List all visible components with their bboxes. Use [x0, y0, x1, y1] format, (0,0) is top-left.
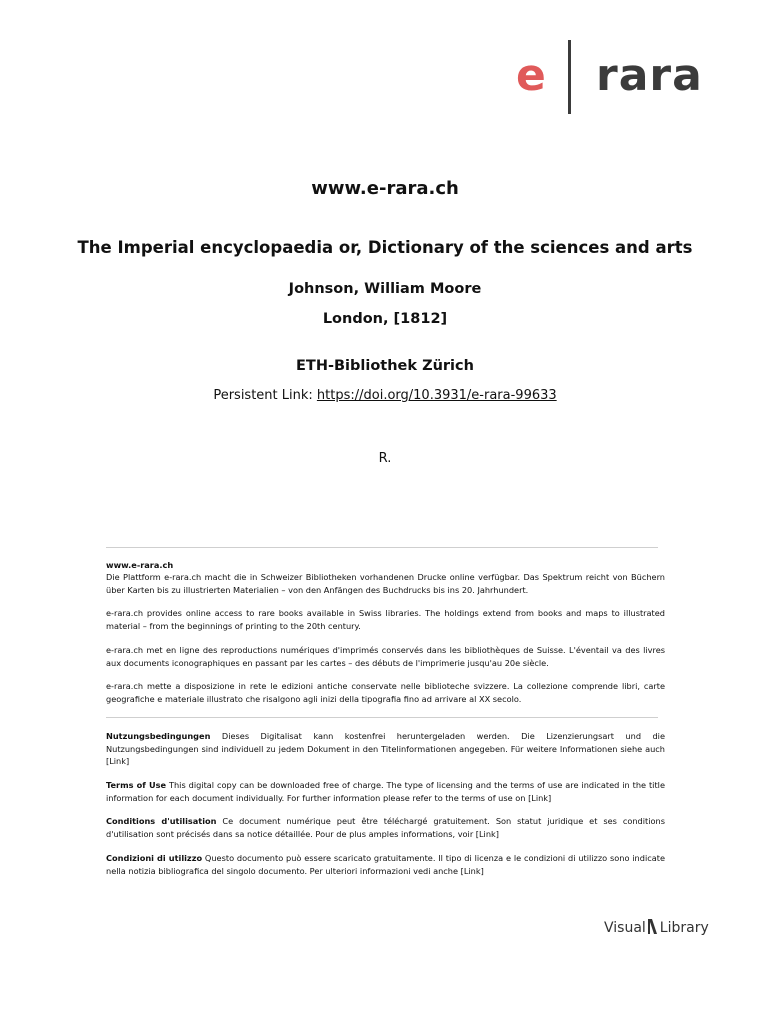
- terms-fr-text: Ce document numérique peut être téléchargé gratuitement. Son statut juridique et ses conditions d'utilisation sont précisés dans sa notice détaillée. Pour de plus amples informations, voir [Link]: [106, 816, 665, 839]
- divider: [106, 547, 658, 548]
- terms-it-label: Condizioni di utilizzo: [106, 853, 203, 863]
- visual-library-logo: [604, 919, 709, 941]
- logo-rara: rara: [596, 50, 703, 101]
- visual-library-left: Visual: [604, 920, 646, 936]
- terms-it-text: Questo documento può essere scaricato gratuitamente. Il tipo di licenza e le condizioni di utilizzo sono indicate nella notizia bibliografica del singolo documento. Per ulteriori informazioni vedi anche [Link]: [106, 853, 665, 876]
- about-site-url: www.e-rara.ch: [106, 560, 174, 570]
- terms-de-label: Nutzungsbedingungen: [106, 731, 211, 741]
- about-it: [106, 680, 665, 705]
- visual-library-right: Library: [659, 920, 709, 936]
- logo-e: e: [516, 50, 546, 101]
- about-fr-text: e-rara.ch met en ligne des reproductions numériques d'imprimés conservés dans les bibliothèques de Suisse. L'éventail va des livres aux documents iconographiques en passant par les cartes – des débuts de l'imprimerie jusqu'au 20e siècle.: [106, 645, 665, 668]
- about-en: [106, 607, 665, 632]
- site-url: www.e-rara.ch: [311, 178, 459, 199]
- terms-de-text: Dieses Digitalisat kann kostenfrei heruntergeladen werden. Die Lizenzierungsart und die Nutzungsbedingungen sind individuell zu jedem Dokument in den Titelinformationen angegeben. Für weitere Informationen siehe auch [Link]: [106, 731, 665, 766]
- terms-it: [106, 852, 665, 877]
- persistent-link[interactable]: https://doi.org/10.3931/e-rara-99633: [316, 388, 557, 403]
- terms-en-text: This digital copy can be downloaded free of charge. The type of licensing and the terms of use are indicated in the title information for each document individually. For further information please refer to the terms of use on [Link]: [106, 780, 665, 803]
- about-site: [106, 559, 665, 572]
- about-en-text: e-rara.ch provides online access to rare books available in Swiss libraries. The holdings extend from books and maps to illustrated material – from the beginnings of printing to the 20th century.: [106, 608, 665, 631]
- author: Johnson, William Moore: [288, 281, 482, 297]
- persistent-link-line: [0, 388, 770, 403]
- about-de: [106, 571, 665, 596]
- about-it-text: e-rara.ch mette a disposizione in rete le edizioni antiche conservate nelle biblioteche svizzere. La collezione comprende libri, carte geografiche e materiale illustrato che risalgono agli inizi della tipografia fino ad arrivare al XX secolo.: [106, 681, 665, 704]
- terms-en: [106, 779, 665, 804]
- about-de-text: Die Plattform e-rara.ch macht die in Schweizer Bibliotheken vorhandenen Drucke online verfügbar. Das Spektrum reicht von Büchern über Karten bis zu illustrierten Materialien – von den Anfängen des Buchdrucks bis ins 20. Jahrhundert.: [106, 572, 665, 595]
- shelfmark: R.: [378, 451, 392, 466]
- holding-library: ETH-Bibliothek Zürich: [296, 358, 474, 374]
- terms-fr: [106, 815, 665, 840]
- logo-divider: [568, 40, 571, 114]
- terms-en-label: Terms of Use: [106, 780, 167, 790]
- place-date: London, [1812]: [322, 311, 448, 327]
- document-title: The Imperial encyclopaedia or, Dictionary of the sciences and arts: [77, 238, 693, 257]
- visual-library-mark-icon: [648, 919, 658, 934]
- terms-de: [106, 730, 665, 768]
- e-rara-logo: [512, 38, 722, 118]
- persistent-link-label: Persistent Link:: [213, 388, 317, 403]
- divider: [106, 717, 658, 718]
- about-fr: [106, 644, 665, 669]
- terms-fr-label: Conditions d'utilisation: [106, 816, 217, 826]
